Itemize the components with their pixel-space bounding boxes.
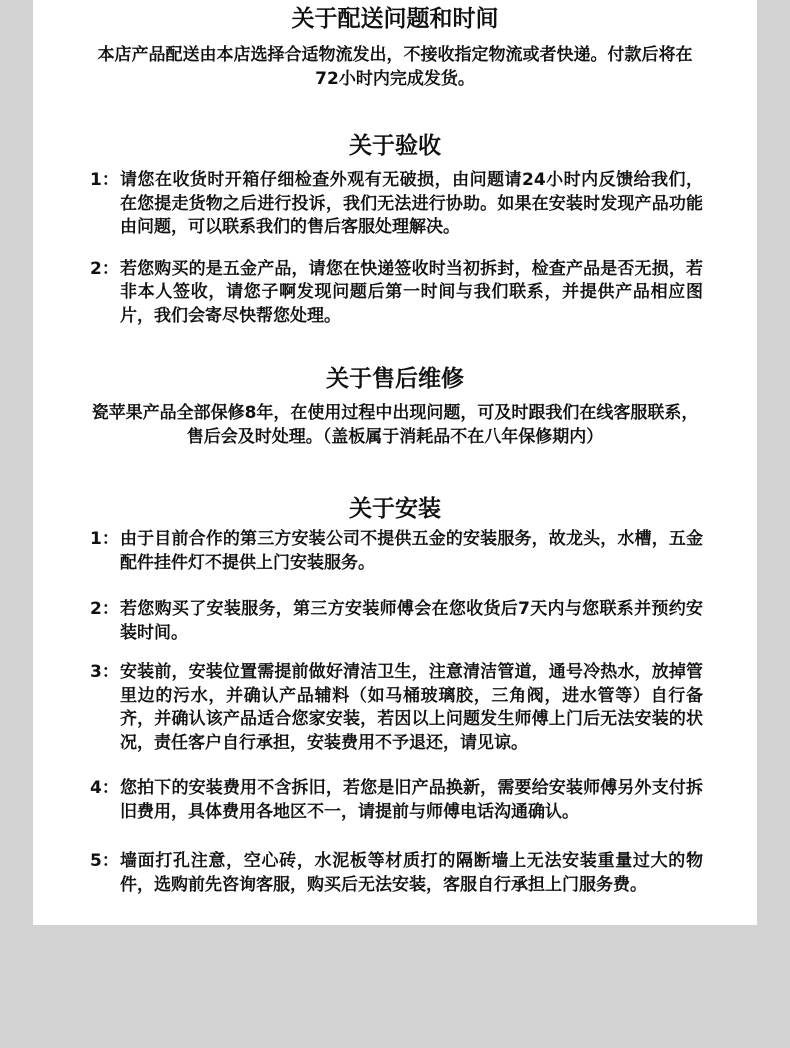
list-item <box>33 777 757 824</box>
list-item-number: 2： <box>90 599 119 619</box>
inspection-title: 关于验收 <box>349 133 441 159</box>
list-item <box>33 850 757 897</box>
list-item <box>33 169 757 240</box>
product-notice-panel <box>33 0 757 925</box>
section-aftersales <box>33 364 757 449</box>
list-item <box>33 661 757 755</box>
list-item-text: 请您在收货时开箱仔细检查外观有无破损，由问题请24小时内反馈给我们，在您提走货物之后进行投诉，我们无法进行协助。如果在安装时发现产品功能由问题，可以联系我们的售后客服处理解决。 <box>120 170 703 237</box>
installation-title: 关于安装 <box>349 496 441 522</box>
list-item-number: 2： <box>90 258 119 279</box>
aftersales-title: 关于售后维修 <box>326 366 464 392</box>
shipping-paragraph: 本店产品配送由本店选择合适物流发出，不接收指定物流或者快递。付款后将在72小时内完成发货。 <box>97 45 693 89</box>
list-item <box>33 598 757 645</box>
list-item-text: 您拍下的安装费用不含拆旧，若您是旧产品换新，需要给安装师傅另外支付拆旧费用，具体费用各地区不一，请提前与师傅电话沟通确认。 <box>120 778 703 822</box>
section-installation <box>33 494 757 897</box>
list-item-number: 4： <box>90 778 119 798</box>
list-item-number: 1： <box>90 529 119 549</box>
list-item-number: 5： <box>90 851 119 871</box>
list-item <box>33 528 757 575</box>
aftersales-paragraph: 瓷苹果产品全部保修8年，在使用过程中出现问题，可及时跟我们在线客服联系，售后会及时处理。（盖板属于消耗品不在八年保修期内） <box>91 403 699 447</box>
list-item-number: 3： <box>90 662 119 682</box>
list-item-number: 1： <box>90 170 119 190</box>
list-item <box>33 258 757 329</box>
list-item-text: 安装前，安装位置需提前做好清洁卫生，注意清洁管道，通号冷热水，放掉管里边的污水，并确认产品辅料（如马桶玻璃胶，三角阀，进水管等）自行备齐，并确认该产品适合您家安装，若因以上问题发生师傅上门后无法安装的状况，责任客户自行承担，安装费用不予退还，请见谅。 <box>120 662 703 753</box>
section-shipping <box>33 4 757 91</box>
section-inspection <box>33 131 757 328</box>
list-item-text: 墙面打孔注意，空心砖，水泥板等材质打的隔断墙上无法安装重量过大的物件，选购前先咨询客服，购买后无法安装，客服自行承担上门服务费。 <box>120 851 703 895</box>
list-item-text: 若您购买了安装服务，第三方安装师傅会在您收货后7天内与您联系并预约安装时间。 <box>120 599 703 643</box>
list-item-text: 由于目前合作的第三方安装公司不提供五金的安装服务，故龙头，水槽，五金配件挂件灯不提供上门安装服务。 <box>120 529 703 573</box>
shipping-title: 关于配送问题和时间 <box>291 6 499 32</box>
list-item-text: 若您购买的是五金产品，请您在快递签收时当初拆封，检查产品是否无损，若非本人签收，请您子啊发现问题后第一时间与我们联系，并提供产品相应图片，我们会寄尽快帮您处理。 <box>120 258 703 326</box>
